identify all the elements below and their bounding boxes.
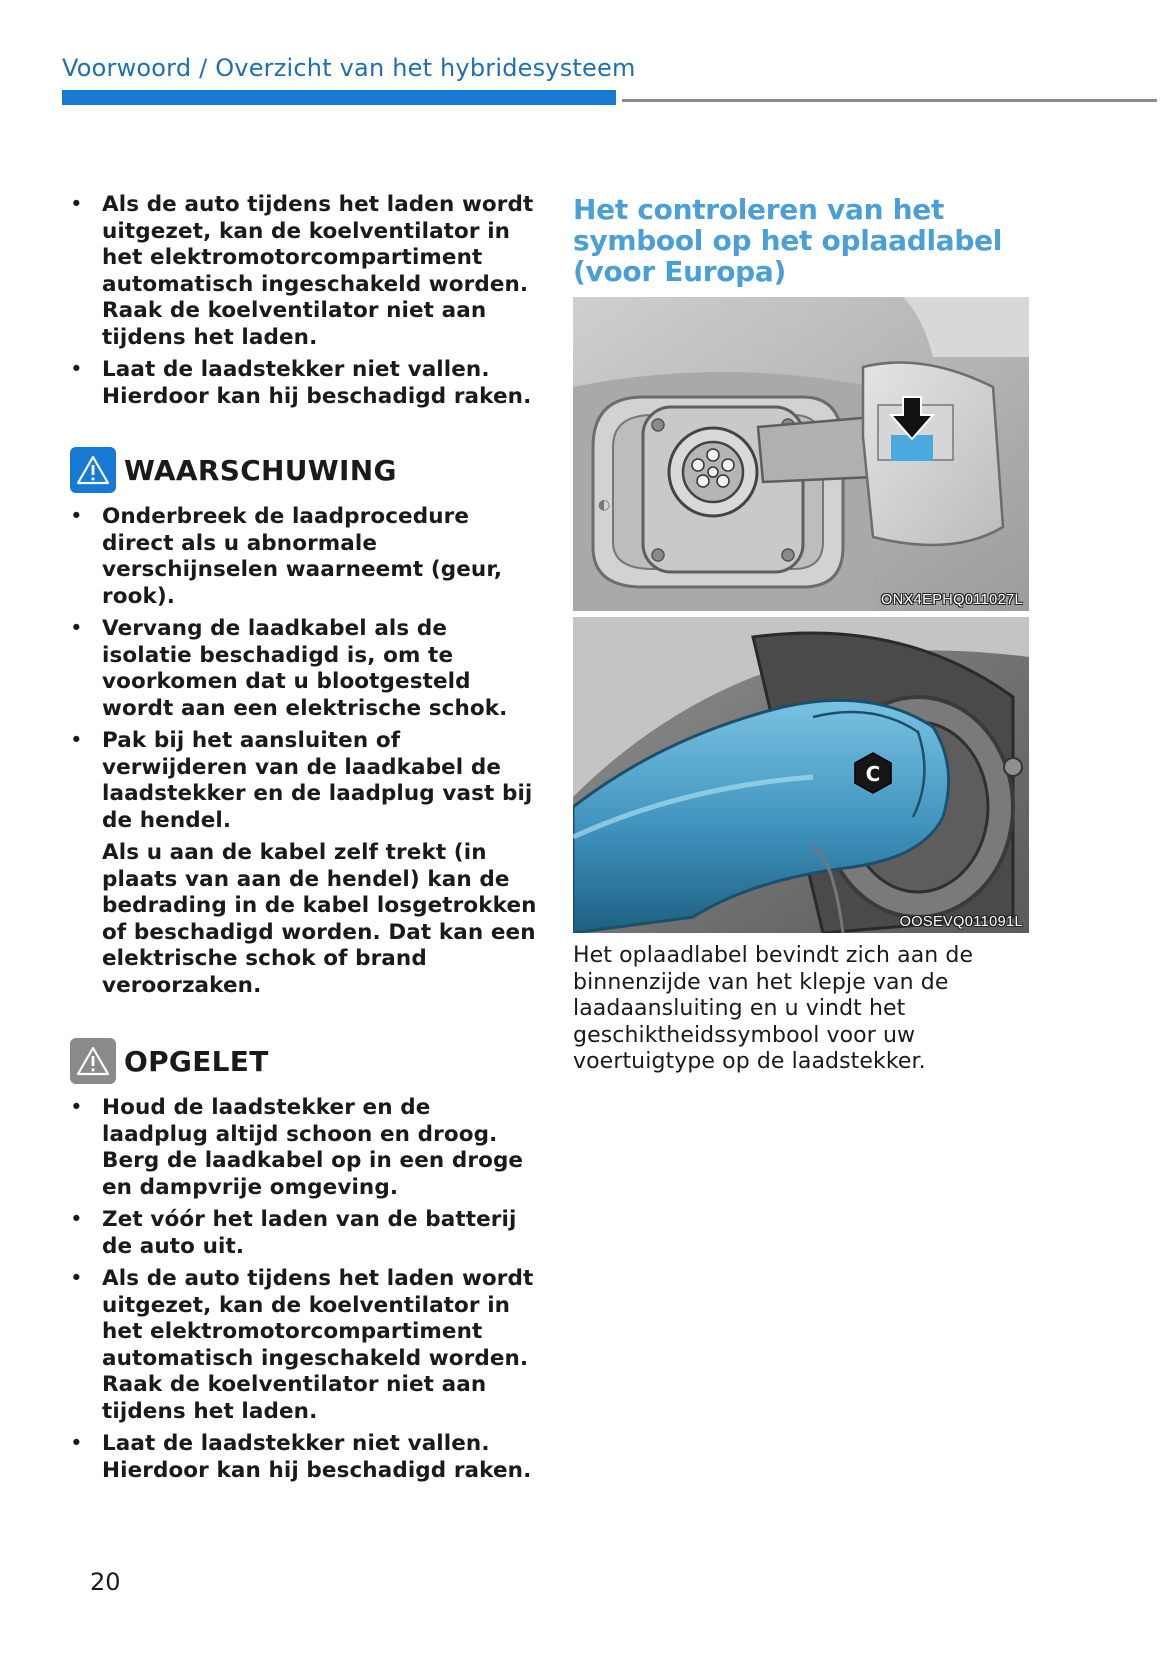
svg-text:◐: ◐ <box>598 497 611 513</box>
bullet-glyph: • <box>70 192 83 217</box>
charge-port-illustration <box>573 297 1029 611</box>
bullet-glyph: • <box>70 504 83 529</box>
list-item: • Als de auto tijdens het laden wordt uitgezet, kan de koelventilator in het elektromotorcompartiment automatisch ingeschakeld worden. Raak de koelventilator niet aan tijdens het laden. <box>70 1266 534 1424</box>
header-rule-gray <box>622 99 1157 102</box>
warning-heading <box>70 446 540 494</box>
caution-triangle-icon <box>70 1038 116 1084</box>
intro-bullet-list <box>70 192 540 410</box>
figure-caption: Het oplaadlabel bevindt zich aan de binnenzijde van het klepje van de laadaansluiting en u vindt het geschiktheidssymbool voor uw voertuigtype op de laadstekker. <box>573 943 974 1074</box>
list-item: • Onderbreek de laadprocedure direct als u abnormale verschijnselen waarneemt (geur, rook). <box>70 504 503 609</box>
caution-heading <box>70 1037 540 1085</box>
figure-charge-port-label <box>573 297 1029 611</box>
list-item: • Als de auto tijdens het laden wordt uitgezet, kan de koelventilator in het elektromotorcompartiment automatisch ingeschakeld worden. Raak de koelventilator niet aan tijdens het laden. <box>70 192 534 350</box>
list-item: • Houd de laadstekker en de laadplug altijd schoon en droog. Berg de laadkabel op in een droge en dampvrije omgeving. <box>70 1095 524 1200</box>
bullet-glyph: • <box>70 616 83 641</box>
bullet-glyph: • <box>70 1095 83 1120</box>
caution-bullet-list <box>70 1095 540 1484</box>
warning-title: WAARSCHUWING <box>124 453 397 487</box>
list-item: • Pak bij het aansluiten of verwijderen van de laadkabel de laadstekker en de laadplug vast bij de hendel. <box>70 728 533 833</box>
running-header: Voorwoord / Overzicht van het hybridesysteem <box>62 54 636 82</box>
bullet-glyph: • <box>70 728 83 753</box>
left-column <box>70 192 540 1490</box>
warning-triangle-icon <box>70 447 116 493</box>
right-column <box>573 194 1033 1098</box>
warning-bullet-list <box>70 504 540 834</box>
caution-title: OPGELET <box>124 1044 269 1078</box>
compatibility-symbol-letter: C <box>865 762 881 786</box>
bullet-glyph: • <box>70 1207 83 1232</box>
bullet-glyph: • <box>70 357 83 382</box>
warning-continuation: Als u aan de kabel zelf trekt (in plaats van aan de hendel) kan de bedrading in de kabel losgetrokken of beschadigd worden. Dat kan een elektrische schok of brand veroorzaken. <box>102 840 537 998</box>
bullet-glyph: • <box>70 1431 83 1456</box>
figure-charging-plug-symbol <box>573 617 1029 933</box>
list-item: • Laat de laadstekker niet vallen. Hierdoor kan hij beschadigd raken. <box>70 357 532 409</box>
list-item: • Laat de laadstekker niet vallen. Hierdoor kan hij beschadigd raken. <box>70 1431 532 1483</box>
list-item: • Vervang de laadkabel als de isolatie beschadigd is, om te voorkomen dat u blootgesteld wordt aan een elektrische schok. <box>70 616 508 721</box>
header-rule-blue <box>62 90 616 105</box>
page-number: 20 <box>90 1568 121 1596</box>
charging-plug-illustration <box>573 617 1029 933</box>
bullet-glyph: • <box>70 1266 83 1291</box>
figure-code: ONX4EPHQ011027L <box>881 592 1023 608</box>
section-title: Het controleren van het symbool op het oplaadlabel (voor Europa) <box>573 193 1003 288</box>
list-item: • Zet vóór het laden van de batterij de auto uit. <box>70 1207 517 1259</box>
figure-code: OOSEVQ011091L <box>899 914 1023 930</box>
